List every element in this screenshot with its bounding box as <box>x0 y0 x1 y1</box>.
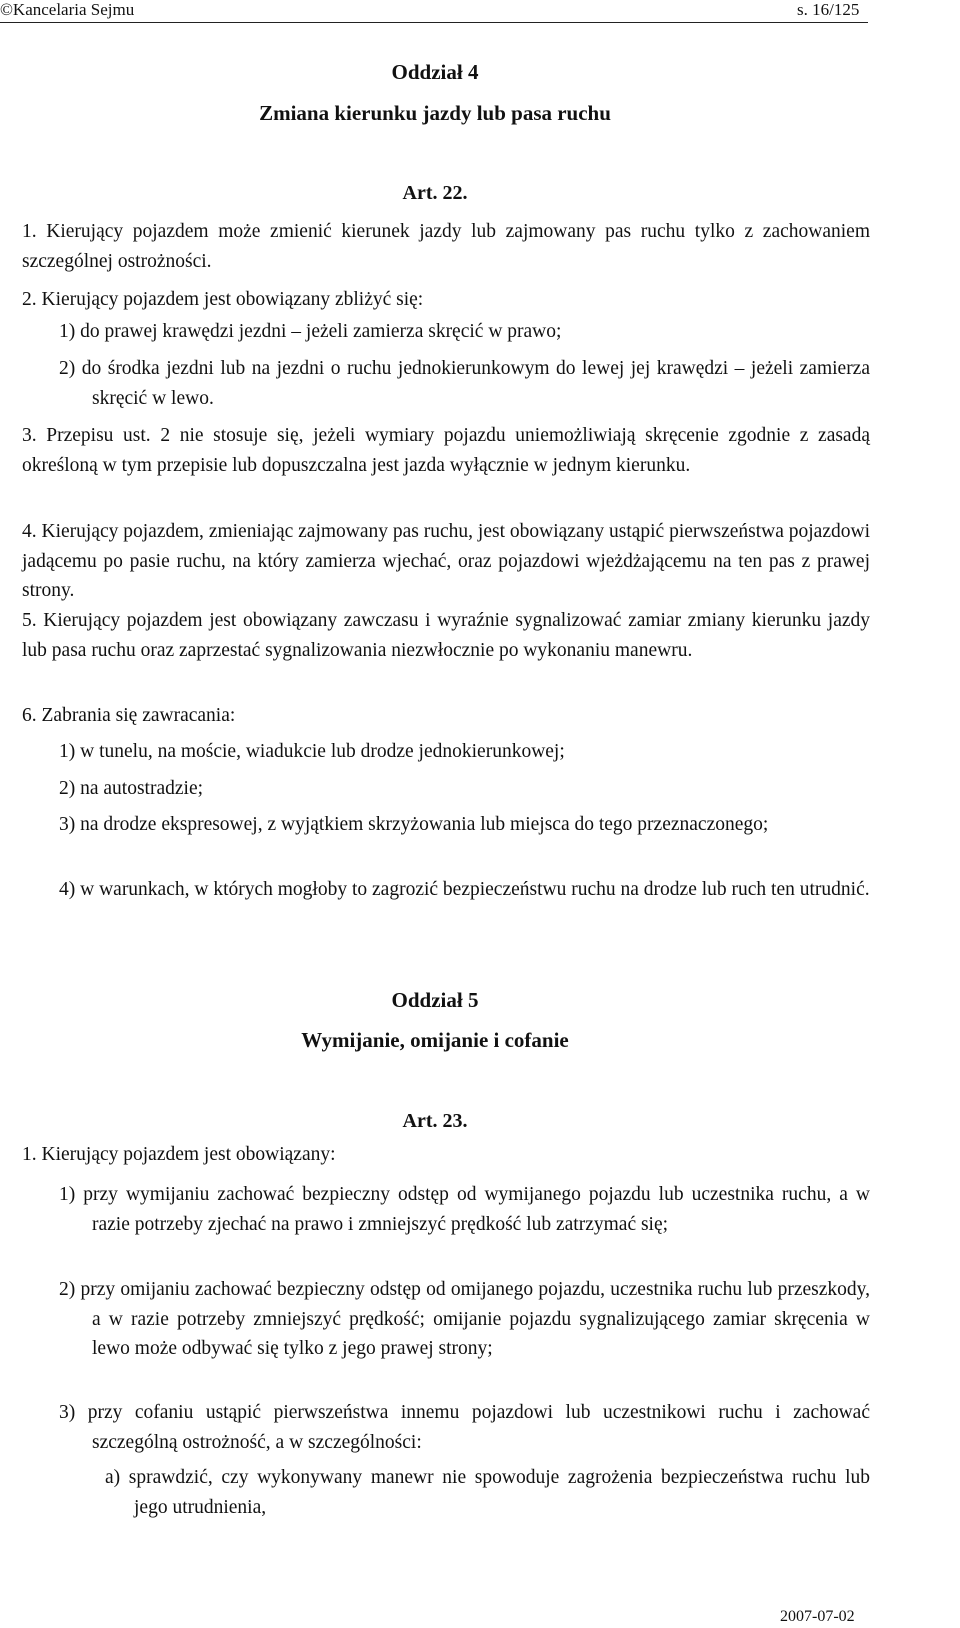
art22-par-2: 2. Kierujący pojazdem jest obowiązany zbliżyć się: <box>22 289 424 310</box>
header-source: ©Kancelaria Sejmu <box>0 0 135 19</box>
section-5-title: Wymijanie, omijanie i cofanie <box>301 1028 569 1052</box>
art22-par-6-item-3: 3) na drodze ekspresowej, z wyjątkiem skrzyżowania lub miejsca do tego przeznaczonego; <box>59 814 769 835</box>
document-date: 2007-07-02 <box>780 1608 855 1625</box>
art22-par-2-item-1: 1) do prawej krawędzi jezdni – jeżeli zamierza skręcić w prawo; <box>59 321 562 342</box>
art22-par-6-item-1: 1) w tunelu, na moście, wiadukcie lub drodze jednokierunkowej; <box>59 741 565 762</box>
page-number: s. 16/125 <box>797 0 860 19</box>
art23-par-1: 1. Kierujący pojazdem jest obowiązany: <box>22 1144 336 1165</box>
article-22-heading: Art. 22. <box>402 182 468 204</box>
art22-par-3: 3. Przepisu ust. 2 nie stosuje się, jeżeli wymiary pojazdu uniemożliwiają skręcenie zgodnie z zasadą określoną w tym przepisie lub dopuszczalna jest jazda wyłącznie w jednym kierunku. <box>22 425 870 476</box>
section-5-number: Oddział 5 <box>391 988 479 1012</box>
section-4-title: Zmiana kierunku jazdy lub pasa ruchu <box>259 101 611 125</box>
art22-par-6: 6. Zabrania się zawracania: <box>22 705 236 726</box>
art23-par-1-item-1: 1) przy wymijaniu zachować bezpieczny odstęp od wymijanego pojazdu lub uczestnika ruchu, a w razie potrzeby zjechać na prawo i zmniejszyć prędkość lub zatrzymać się; <box>59 1184 870 1235</box>
art22-par-1: 1. Kierujący pojazdem może zmienić kierunek jazdy lub zajmowany pas ruchu tylko z zachowaniem szczególnej ostrożności. <box>22 221 870 272</box>
art22-par-2-item-2: 2) do środka jezdni lub na jezdni o ruchu jednokierunkowym do lewej jej krawędzi – jeżeli zamierza skręcić w lewo. <box>59 358 870 409</box>
article-23-heading: Art. 23. <box>402 1110 468 1132</box>
art23-par-1-item-3: 3) przy cofaniu ustąpić pierwszeństwa innemu pojazdowi lub uczestnikowi ruchu i zachować szczególną ostrożność, a w szczególności: <box>59 1402 870 1453</box>
art22-par-5: 5. Kierujący pojazdem jest obowiązany zawczasu i wyraźnie sygnalizować zamiar zmiany kierunku jazdy lub pasa ruchu oraz zaprzestać sygnalizowania niezwłocznie po wykonaniu manewru. <box>22 610 870 661</box>
art23-par-1-item-3-sub-a: a) sprawdzić, czy wykonywany manewr nie spowoduje zagrożenia bezpieczeństwa ruchu lub jego utrudnienia, <box>105 1467 870 1518</box>
art22-par-4: 4. Kierujący pojazdem, zmieniając zajmowany pas ruchu, jest obowiązany ustąpić pierwszeństwa pojazdowi jadącemu po pasie ruchu, na który zamierza wjechać, oraz pojazdowi wjeżdżającemu na ten pas z prawej strony. <box>22 521 870 601</box>
section-4-number: Oddział 4 <box>391 60 479 84</box>
art22-par-6-item-4: 4) w warunkach, w których mogłoby to zagrozić bezpieczeństwu ruchu na drodze lub ruch ten utrudnić. <box>59 879 870 900</box>
header-divider <box>0 22 868 23</box>
art23-par-1-item-2: 2) przy omijaniu zachować bezpieczny odstęp od omijanego pojazdu, uczestnika ruchu lub przeszkody, a w razie potrzeby zmniejszyć prędkość; omijanie pojazdu sygnalizującego zamiar skręcenia w lewo może odbywać się tylko z jego prawej strony; <box>59 1279 870 1359</box>
art22-par-6-item-2: 2) na autostradzie; <box>59 778 204 799</box>
